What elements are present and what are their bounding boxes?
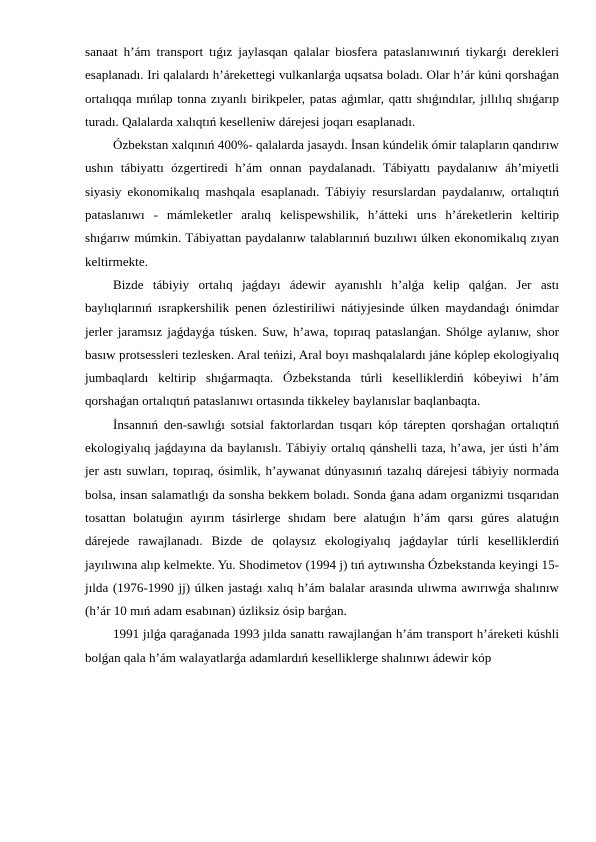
paragraph-1991-1993: 1991 jılǵa qaraǵanada 1993 jılda sanattı rawajlanǵan h’ám transport h’áreketi kúshli bolǵan qala h’ám walayatlarǵa adamlardıń keselliklerge shalınıwı ádewir kóp	[85, 626, 559, 665]
paragraph-human-health: İnsannıń den-sawlıǵı sotsial faktorlardan tısqarı kóp tárepten qorshaǵan ortalıqtıń ekologiyalıq jaǵdayına da baylanıslı. Tábiyiy ortalıq qánshelli taza, h’awa, jer ústi h’ám jer astı suwları, topıraq, ósimlik, h’aywanat dúnyasınıń tazalıq dárejesi tábiyiy normada bolsa, insan salamatlıǵı da sonsha bekkem boladı. Sonda ǵana adam organizmi tısqarıdan tosattan bolatuǵın ayırım tásirlerge shıdam bere alatuǵın h’ám qarsı gúres alatuǵın dárejede rawajlanadı. Bizde de qolaysız ekologiyalıq jaǵdaylar túrli keselliklerdiń jayılıwına alıp kelmekte. Yu. Shodimetov (1994 j) tıń aytıwınsha Ózbekstanda keyingi 15-jılda (1976-1990 jj) úlken jastaǵı xalıq h’ám balalar arasında ulıwma awırıwǵa shalınıw (h’ár 10 mıń adam esabınan) úzliksiz ósip barǵan.	[85, 416, 559, 619]
document-page	[85, 40, 559, 669]
paragraph-natural-environment: Bizde tábiyiy ortalıq jaǵdayı ádewir ayanıshlı h’alǵa kelip qalǵan. Jer astı baylıqlarınıń ısrapkershilik penen ózlestiriliwi nátiyjesinde úlken maydandaǵı ónimdar jerler jaramsız jaǵdayǵa túsken. Suw, h’awa, topıraq pataslanǵan. Shólge aylanıw, shor basıw protsessleri tezlesken. Aral teńizi, Aral boyı mashqalalardı jáne kóplep ekologiyalıq jumbaqlardı keltirip shıǵarmaqta. Ózbekstanda túrli keselliklerdiń kóbeyiwi h’ám qorshaǵan ortalıqtıń pataslanıwı ortasında tikkeley baylanıslar baqlanbaqta.	[85, 276, 559, 409]
paragraph-uzbekistan-population: Ózbekstan xalqınıń 400%- qalalarda jasaydı. İnsan kúndelik ómir talapların qandırıw ushın tábiyattı ózgertiredi h’ám onnan paydalanadı. Tábiyattı paydalanıw áh’miyetli siyasiy ekonomikalıq mashqala esaplanadı. Tábiyiy resurslardan paydalanıw, ortalıqtıń pataslanıwı - mámleketler aralıq kelispewshilik, h’átteki urıs h’áreketlerin keltirip shıǵarıw múmkin. Tábiyattan paydalanıw talablarınıń buzılıwı úlken ekonomikalıq zıyan keltirmekte.	[85, 137, 559, 269]
paragraph-continuation: sanaat h’ám transport tıǵız jaylasqan qalalar biosfera pataslanıwınıń tiykarǵı derekleri esaplanadı. Iri qalalardı h’árekettegi vulkanlarǵa uqsatsa boladı. Olar h’ár kúni qorshaǵan ortalıqqa mıńlap tonna zıyanlı birikpeler, patas aǵımlar, qattı shıǵındılar, jıllılıq shıǵarıp turadı. Qalalarda xalıqtıń keselleniw dárejesi joqarı esaplanadı.	[85, 44, 559, 129]
